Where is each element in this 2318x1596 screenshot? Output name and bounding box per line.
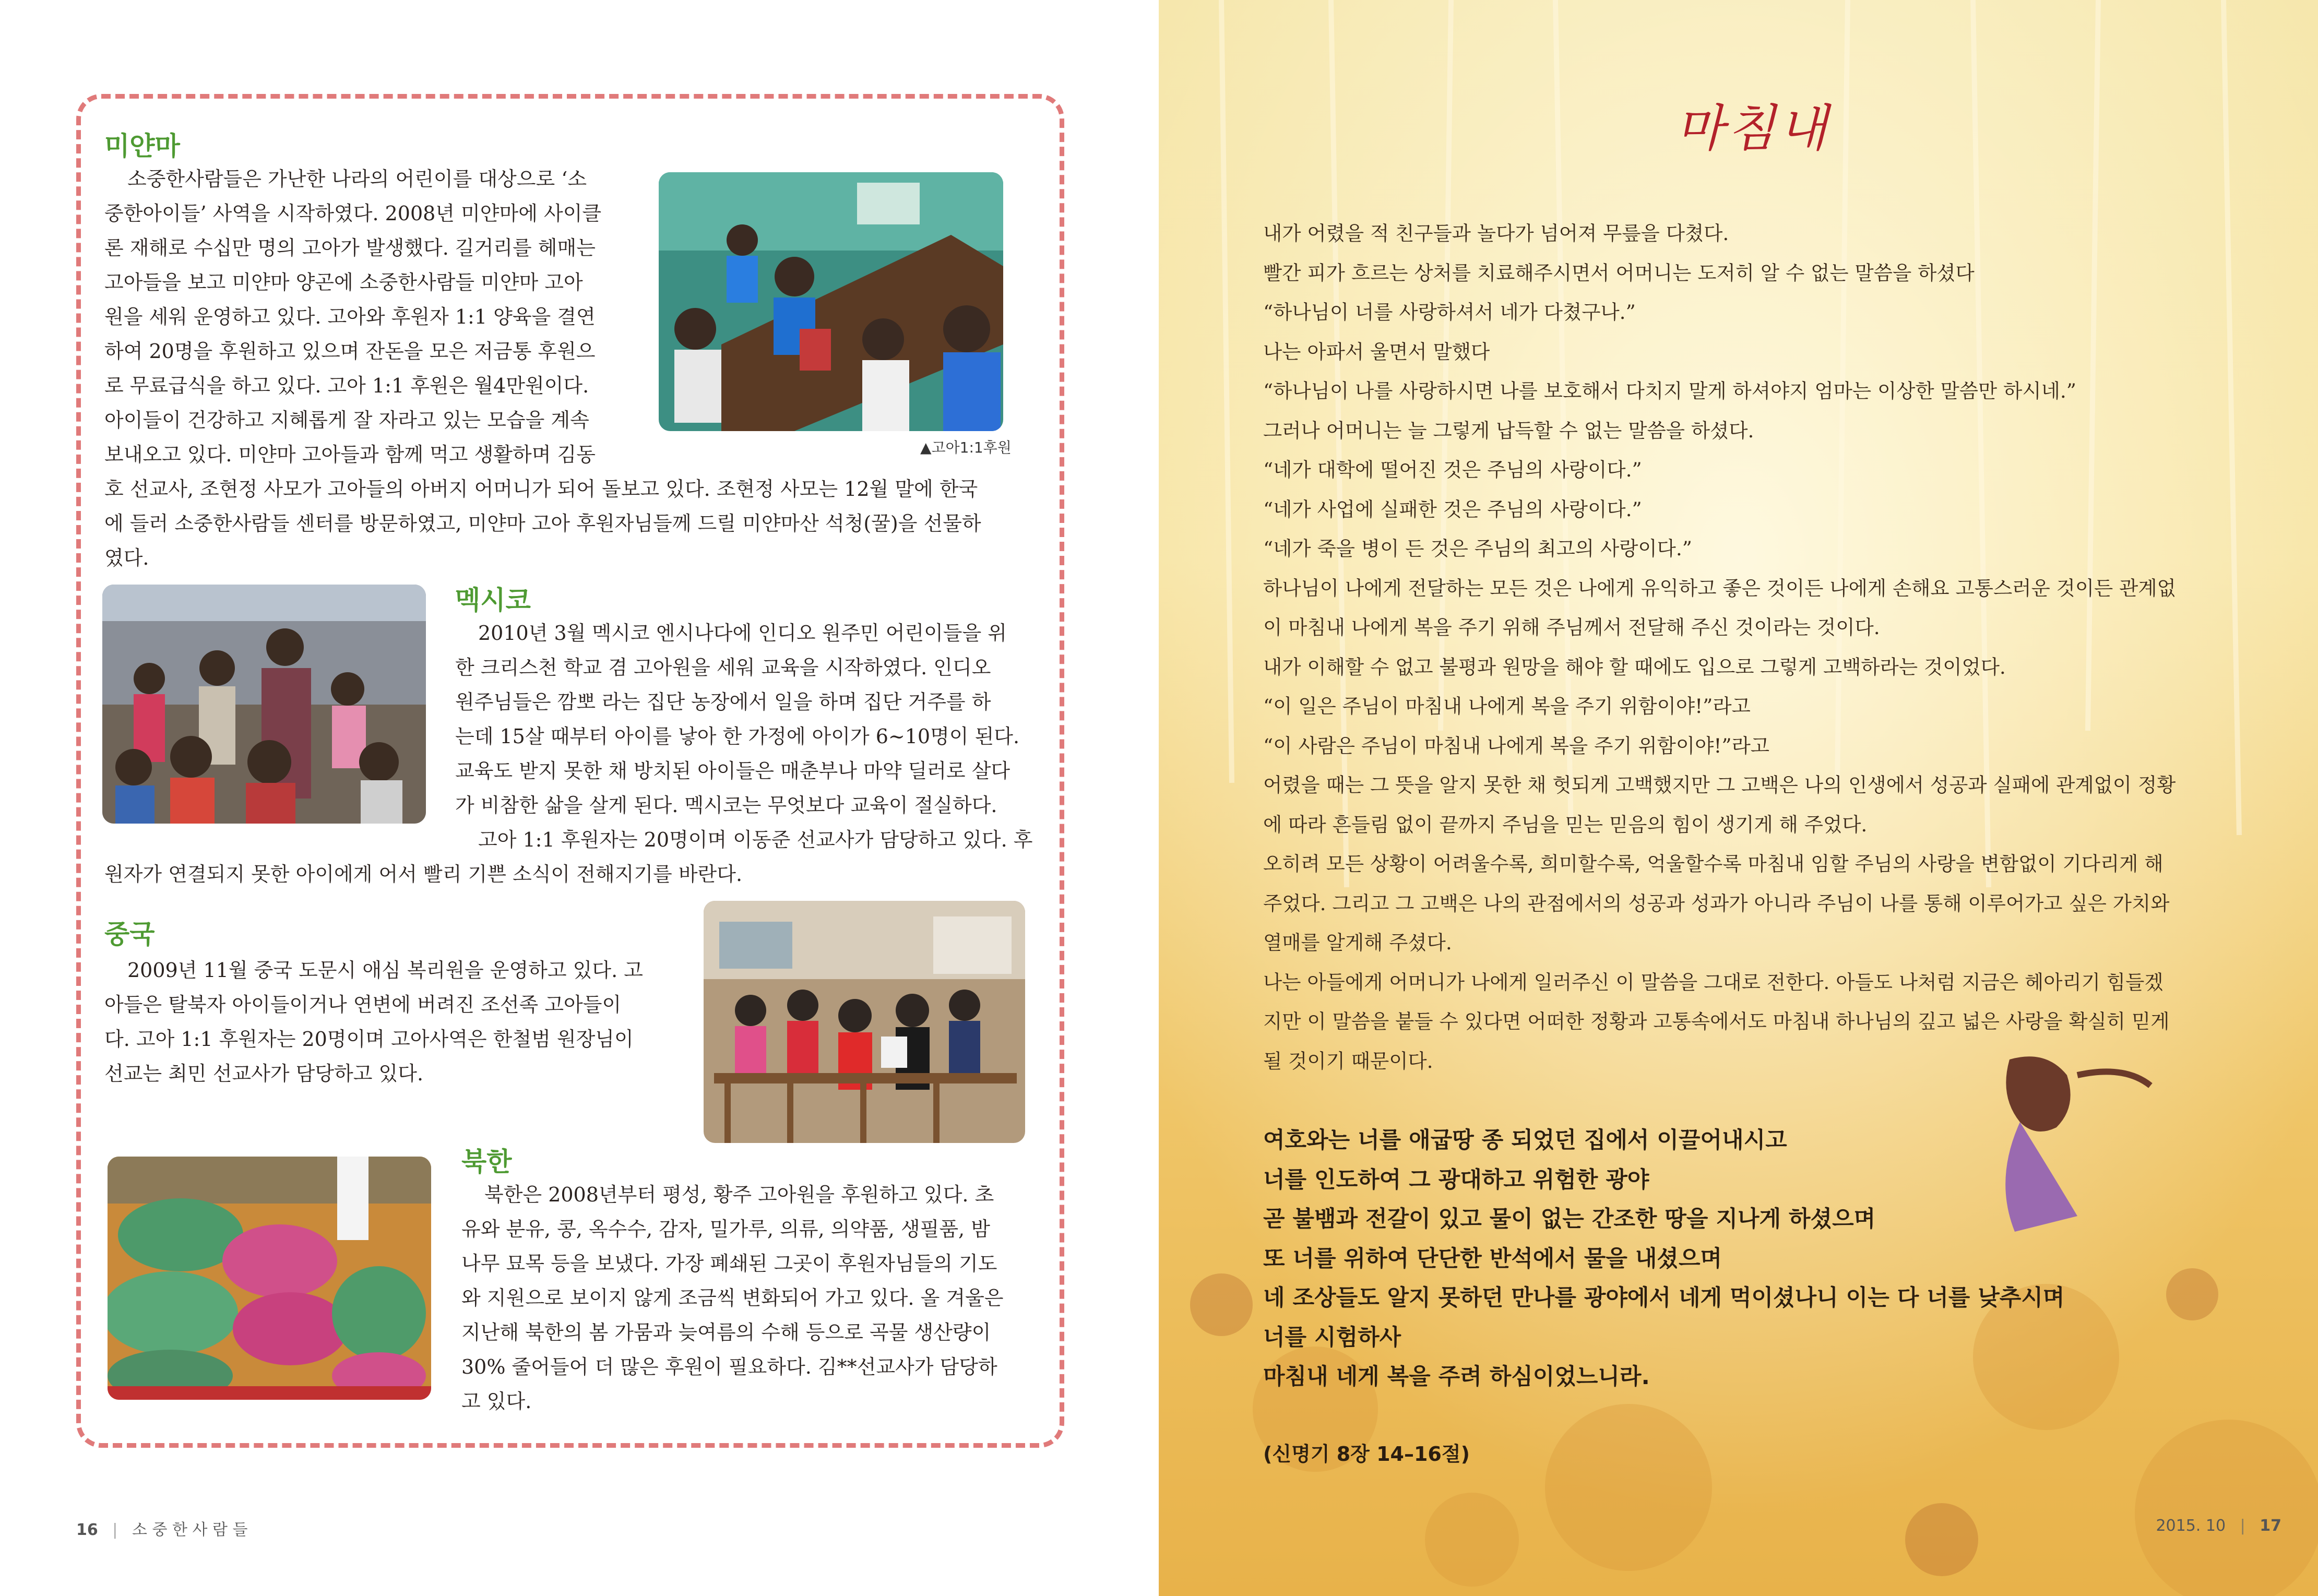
china-text: [104, 953, 675, 1091]
poem-line: “하나님이 너를 사랑하셔서 네가 다쳤구나.”: [1263, 301, 1636, 324]
text-line: 2009년 11월 중국 도문시 애심 복리원을 운영하고 있다. 고: [127, 959, 643, 982]
poem-line: 에 따라 흔들림 없이 끝까지 주님을 믿는 믿음의 힘이 생기게 해 주었다.: [1263, 813, 1868, 836]
magazine-name: 소 중 한 사 람 들: [132, 1521, 248, 1539]
poem-line: “네가 사업에 실패한 것은 주님의 사랑이다.”: [1263, 497, 1642, 521]
text-line: 고 있다.: [461, 1390, 532, 1413]
text-line: 중한아이들’ 사역을 시작하였다. 2008년 미얀마에 사이클: [104, 202, 602, 225]
page-number: 17: [2260, 1517, 2281, 1535]
text-line: 유와 분유, 콩, 옥수수, 감자, 밀가루, 의류, 의약품, 생필품, 밤: [461, 1218, 990, 1241]
text-line: 가 비참한 삶을 살게 된다. 멕시코는 무엇보다 교육이 절실하다.: [455, 794, 997, 817]
verse-line: 마침내 네게 복을 주려 하심이었느니라.: [1263, 1364, 1650, 1390]
section-title-mexico: 멕시코: [455, 585, 531, 615]
poem-line: 내가 어렸을 적 친구들과 놀다가 넘어져 무릎을 다쳤다.: [1263, 222, 1729, 245]
poem-line: 주었다. 그리고 그 고백은 나의 관점에서의 성공과 성과가 아니라 주님이 나를 통해 이루어가고 싶은 가치와: [1263, 891, 2170, 915]
verse-line: 곧 불뱀과 전갈이 있고 물이 없는 간조한 땅을 지나게 하셨으며: [1263, 1206, 1876, 1232]
text-line: 선교는 최민 선교사가 담당하고 있다.: [104, 1062, 424, 1085]
poem-line: 될 것이기 때문이다.: [1263, 1049, 1433, 1073]
poem-line: “이 사람은 주님이 마침내 나에게 복을 주기 위함이야!”라고: [1263, 734, 1770, 757]
scripture-verse: [1263, 1121, 2065, 1397]
poem-body: [1263, 214, 2244, 1081]
text-line: 원주님들은 깜뽀 라는 집단 농장에서 일을 하며 집단 거주를 하: [455, 690, 991, 713]
text-line: 북한은 2008년부터 평성, 황주 고아원을 후원하고 있다. 초: [484, 1183, 994, 1206]
text-line: 나무 묘목 등을 보냈다. 가장 폐쇄된 그곳이 후원자님들의 기도: [461, 1252, 997, 1275]
verse-line: 또 너를 위하여 단단한 반석에서 물을 내셨으며: [1263, 1245, 1722, 1272]
folio-left: [76, 1517, 248, 1540]
section-title-china: 중국: [104, 919, 155, 949]
folio-separator: |: [112, 1521, 118, 1539]
text-line: 아들은 탈북자 아이들이거나 연변에 버려진 조선족 고아들이: [104, 993, 622, 1016]
poem-line: 이 마침내 나에게 복을 주기 위해 주님께서 전달해 주신 것이라는 것이다.: [1263, 616, 1880, 639]
text-line: 한 크리스천 학교 겸 고아원을 세워 교육을 시작하였다. 인디오: [455, 656, 991, 679]
poem-line: “네가 죽을 병이 든 것은 주님의 최고의 사랑이다.”: [1263, 537, 1692, 560]
text-line: 원자가 연결되지 못한 아이에게 어서 빨리 기쁜 소식이 전해지기를 바란다.: [104, 863, 743, 886]
poem-line: 그러나 어머니는 늘 그렇게 납득할 수 없는 말씀을 하셨다.: [1263, 419, 1754, 442]
poem-line: “이 일은 주님이 마침내 나에게 복을 주기 위함이야!”라고: [1263, 695, 1751, 718]
poem-title: 마침내: [1675, 99, 1830, 158]
poem-line: 오히려 모든 상황이 어려울수록, 희미할수록, 억울할수록 마침내 임할 주님의 사랑을 변함없이 기다리게 해: [1263, 852, 2164, 875]
page-number: 16: [76, 1521, 98, 1539]
text-line: 30% 줄어들어 더 많은 후원이 필요하다. 김**선교사가 담당하: [461, 1355, 997, 1378]
poem-line: 열매를 알게해 주셨다.: [1263, 931, 1452, 954]
text-line: 아이들이 건강하고 지혜롭게 잘 자라고 있는 모습을 계속: [104, 409, 589, 432]
issue-date: 2015. 10: [2156, 1517, 2226, 1535]
right-page: [1159, 0, 2318, 1596]
section-title-myanmar: 미얀마: [104, 131, 180, 161]
north-korea-infants-photo: [108, 1157, 431, 1400]
text-line: 고아들을 보고 미얀마 양곤에 소중한사람들 미얀마 고아: [104, 271, 583, 294]
text-line: 고아 1:1 후원자는 20명이며 이동준 선교사가 담당하고 있다. 후: [478, 828, 1033, 851]
text-line: 2010년 3월 멕시코 엔시나다에 인디오 원주민 어린이들을 위: [478, 622, 1007, 645]
text-line: 에 들러 소중한사람들 센터를 방문하였고, 미얀마 고아 후원자님들께 드릴 미얀마산 석청(꿀)을 선물하: [104, 512, 981, 535]
mexico-text: [455, 616, 1039, 857]
text-line: 론 재해로 수십만 명의 고아가 발생했다. 길거리를 헤매는: [104, 236, 596, 259]
text-line: 보내오고 있다. 미얀마 고아들과 함께 먹고 생활하며 김동: [104, 443, 596, 466]
mexico-text-cont: [104, 857, 1039, 891]
text-line: 원을 세워 운영하고 있다. 고아와 후원자 1:1 양육을 결연: [104, 305, 596, 328]
text-line: 호 선교사, 조현정 사모가 고아들의 아버지 어머니가 되어 돌보고 있다. 조현정 사모는 12월 말에 한국: [104, 478, 978, 501]
mexico-children-photo: [102, 585, 426, 824]
text-line: 였다.: [104, 546, 149, 569]
photo-caption: ▲고아1:1후원: [920, 439, 1012, 456]
poem-line: 지만 이 말씀을 붙들 수 있다면 어떠한 정황과 고통속에서도 마침내 하나님의 깊고 넓은 사랑을 확실히 믿게: [1263, 1010, 2170, 1033]
north-korea-text: [461, 1177, 1039, 1419]
poem-line: 나는 아들에게 어머니가 나에게 일러주신 이 말씀을 그대로 전한다. 아들도 나처럼 지금은 헤아리기 힘들겠: [1263, 970, 2164, 994]
poem-line: “네가 대학에 떨어진 것은 주님의 사랑이다.”: [1263, 458, 1642, 481]
text-line: 하여 20명을 후원하고 있으며 잔돈을 모은 저금통 후원으: [104, 340, 596, 363]
myanmar-orphans-photo: [659, 172, 1003, 431]
section-title-north-korea: 북한: [461, 1147, 512, 1177]
myanmar-text: [104, 162, 628, 472]
verse-line: 네 조상들도 알지 못하던 만나를 광야에서 네게 먹이셨나니 이는 다 너를 낮추시며: [1263, 1285, 2065, 1311]
folio-right: [2156, 1517, 2281, 1535]
poem-line: 나는 아파서 울면서 말했다: [1263, 340, 1490, 363]
text-line: 와 지원으로 보이지 않게 조금씩 변화되어 가고 있다. 올 겨울은: [461, 1287, 1004, 1309]
scripture-reference: (신명기 8장 14–16절): [1263, 1443, 1470, 1466]
text-line: 지난해 북한의 봄 가뭄과 늦여름의 수해 등으로 곡물 생산량이: [461, 1321, 991, 1344]
folio-separator: |: [2240, 1517, 2245, 1535]
text-line: 다. 고아 1:1 후원자는 20명이며 고아사역은 한철범 원장님이: [104, 1028, 634, 1051]
poem-line: “하나님이 나를 사랑하시면 나를 보호해서 다치지 말게 하셔야지 엄마는 이상한 말씀만 하시네.”: [1263, 379, 2076, 402]
myanmar-text-cont: [104, 472, 1039, 575]
poem-line: 내가 이해할 수 없고 불평과 원망을 해야 할 때에도 입으로 그렇게 고백하라는 것이었다.: [1263, 655, 2006, 678]
text-line: 로 무료급식을 하고 있다. 고아 1:1 후원은 월4만원이다.: [104, 374, 589, 397]
text-line: 교육도 받지 못한 채 방치된 아이들은 매춘부나 마약 딜러로 살다: [455, 759, 1011, 782]
verse-line: 너를 인도하여 그 광대하고 위험한 광야: [1263, 1166, 1649, 1193]
poem-line: 빨간 피가 흐르는 상처를 치료해주시면서 어머니는 도저히 알 수 없는 말씀을 하셨다: [1263, 261, 1975, 284]
verse-line: 너를 시험하사: [1263, 1324, 1401, 1351]
poem-line: 하나님이 나에게 전달하는 모든 것은 나에게 유익하고 좋은 것이든 나에게 손해요 고통스러운 것이든 관계없: [1263, 576, 2176, 600]
verse-line: 여호와는 너를 애굽땅 종 되었던 집에서 이끌어내시고: [1263, 1127, 1787, 1153]
poem-line: 어렸을 때는 그 뜻을 알지 못한 채 헛되게 고백했지만 그 고백은 나의 인생에서 성공과 실패에 관계없이 정황: [1263, 773, 2176, 796]
text-line: 소중한사람들은 가난한 나라의 어린이를 대상으로 ‘소: [127, 168, 587, 190]
china-orphanage-photo: [704, 901, 1025, 1143]
text-line: 는데 15살 때부터 아이를 낳아 한 가정에 아이가 6~10명이 된다.: [455, 725, 1020, 748]
